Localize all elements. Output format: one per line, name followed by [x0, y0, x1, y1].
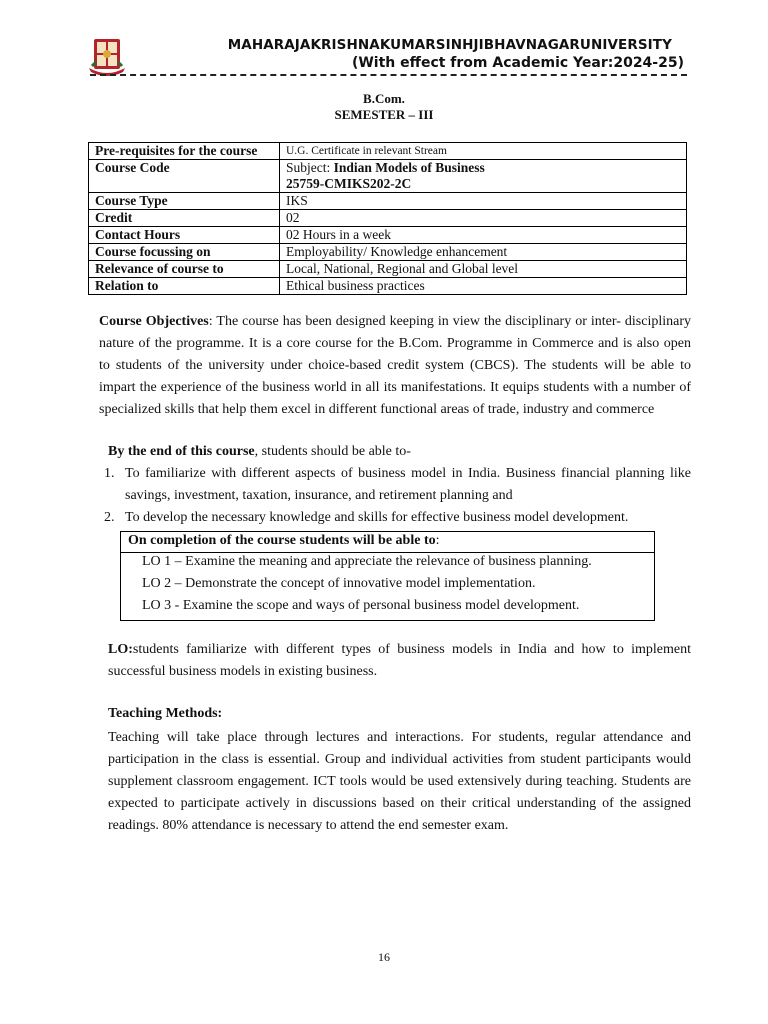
learning-outcome-2: LO 2 – Demonstrate the concept of innovative model implementation.: [142, 576, 536, 591]
contact-hours-value: 02 Hours in a week: [280, 227, 687, 244]
table-row: [89, 244, 687, 261]
page-number: 16: [378, 950, 390, 964]
objectives-line: impart the experience of the business world in all its manifestations. It equips students with a number of: [99, 380, 691, 395]
objectives-line: nature of the programme. It is a core course for the B.Com. Programme in Commerce and is also open: [99, 336, 691, 351]
list-number: 1.: [104, 466, 115, 481]
teaching-line: expected to participate actively in discussions based on their critical understanding of the assigned: [108, 796, 691, 811]
credit-value: 02: [280, 210, 687, 227]
credit-label: Credit: [89, 210, 280, 227]
teaching-line: supplement classroom engagement. ICT tools would be used extensively during teaching. Students are: [108, 774, 691, 789]
table-row: [89, 210, 687, 227]
relation-value: Ethical business practices: [280, 278, 687, 295]
focus-value: Employability/ Knowledge enhancement: [280, 244, 687, 261]
table-row: [89, 143, 687, 160]
relation-label: Relation to: [89, 278, 280, 295]
table-row: [89, 278, 687, 295]
course-code: 25759-CMIKS202-2C: [286, 176, 412, 191]
learning-outcomes-heading: On completion of the course students will be able to:: [128, 533, 440, 548]
end-of-course-bold: By the end of this course: [108, 444, 255, 459]
lo-line: successful business models in existing business.: [108, 664, 378, 679]
objectives-line: Course Objectives: The course has been designed keeping in view the disciplinary or inter- disciplinary: [99, 314, 691, 329]
course-objectives: [99, 311, 691, 421]
academic-year-note: (With effect from Academic Year:2024-25): [351, 55, 684, 71]
objectives-label: Course Objectives: [99, 314, 209, 329]
learning-outcomes-divider: [121, 552, 654, 553]
teaching-line: participation in the class is essential. Group and individual activities from student participants would: [108, 752, 691, 767]
university-name: MAHARAJAKRISHNAKUMARSINHJIBHAVNAGARUNIVERSITY: [227, 37, 672, 53]
focus-label: Course focussing on: [89, 244, 280, 261]
learning-outcome-1: LO 1 – Examine the meaning and appreciate the relevance of business planning.: [142, 554, 592, 569]
objectives-line: to students of the university under choice-based credit system (CBCS). The students will be able to: [99, 358, 691, 373]
course-code-label: Course Code: [89, 160, 280, 193]
list-item: [104, 463, 691, 507]
header-divider: [90, 74, 687, 76]
course-type-value: IKS: [280, 193, 687, 210]
learning-outcomes-box: [120, 531, 655, 621]
list-number: 2.: [104, 510, 115, 525]
teaching-methods-text: [108, 727, 691, 837]
lo-line: LO:students familiarize with different types of business models in India and how to implement: [108, 642, 691, 657]
list-text: To develop the necessary knowledge and skills for effective business model development.: [125, 510, 629, 525]
program-title: B.Com.: [363, 91, 405, 106]
objectives-line: specialized skills that help them excel in different functional areas of trade, industry and commerce: [99, 402, 655, 417]
contact-hours-label: Contact Hours: [89, 227, 280, 244]
relevance-label: Relevance of course to: [89, 261, 280, 278]
course-type-label: Course Type: [89, 193, 280, 210]
course-info-table: [88, 142, 687, 295]
table-row: [89, 261, 687, 278]
teaching-methods-title: Teaching Methods:: [108, 706, 223, 721]
lo-paragraph: [108, 639, 691, 683]
semester-title: SEMESTER – III: [334, 107, 434, 122]
prereq-value: U.G. Certificate in relevant Stream: [280, 143, 687, 160]
prereq-label: Pre-requisites for the course: [89, 143, 280, 160]
table-row: [89, 227, 687, 244]
list-text: savings, investment, taxation, insurance, and retirement planning and: [125, 488, 513, 503]
learning-outcome-3: LO 3 - Examine the scope and ways of personal business model development.: [142, 598, 580, 613]
teaching-line: Teaching will take place through lectures and interactions. For students, regular attendance and: [108, 730, 691, 745]
subject-prefix: Subject:: [286, 160, 334, 175]
relevance-value: Local, National, Regional and Global level: [280, 261, 687, 278]
lo-label: LO:: [108, 642, 133, 657]
teaching-line: readings. 80% attendance is necessary to attend the end semester exam.: [108, 818, 509, 833]
course-code-value: [280, 160, 687, 193]
table-row: [89, 193, 687, 210]
end-of-course-intro: [108, 441, 688, 463]
list-item: [104, 507, 691, 529]
end-of-course-rest: , students should be able to-: [254, 444, 411, 459]
list-text: To familiarize with different aspects of business model in India. Business financial planning like: [125, 466, 691, 481]
subject-name: Indian Models of Business: [333, 160, 485, 175]
table-row: [89, 160, 687, 193]
